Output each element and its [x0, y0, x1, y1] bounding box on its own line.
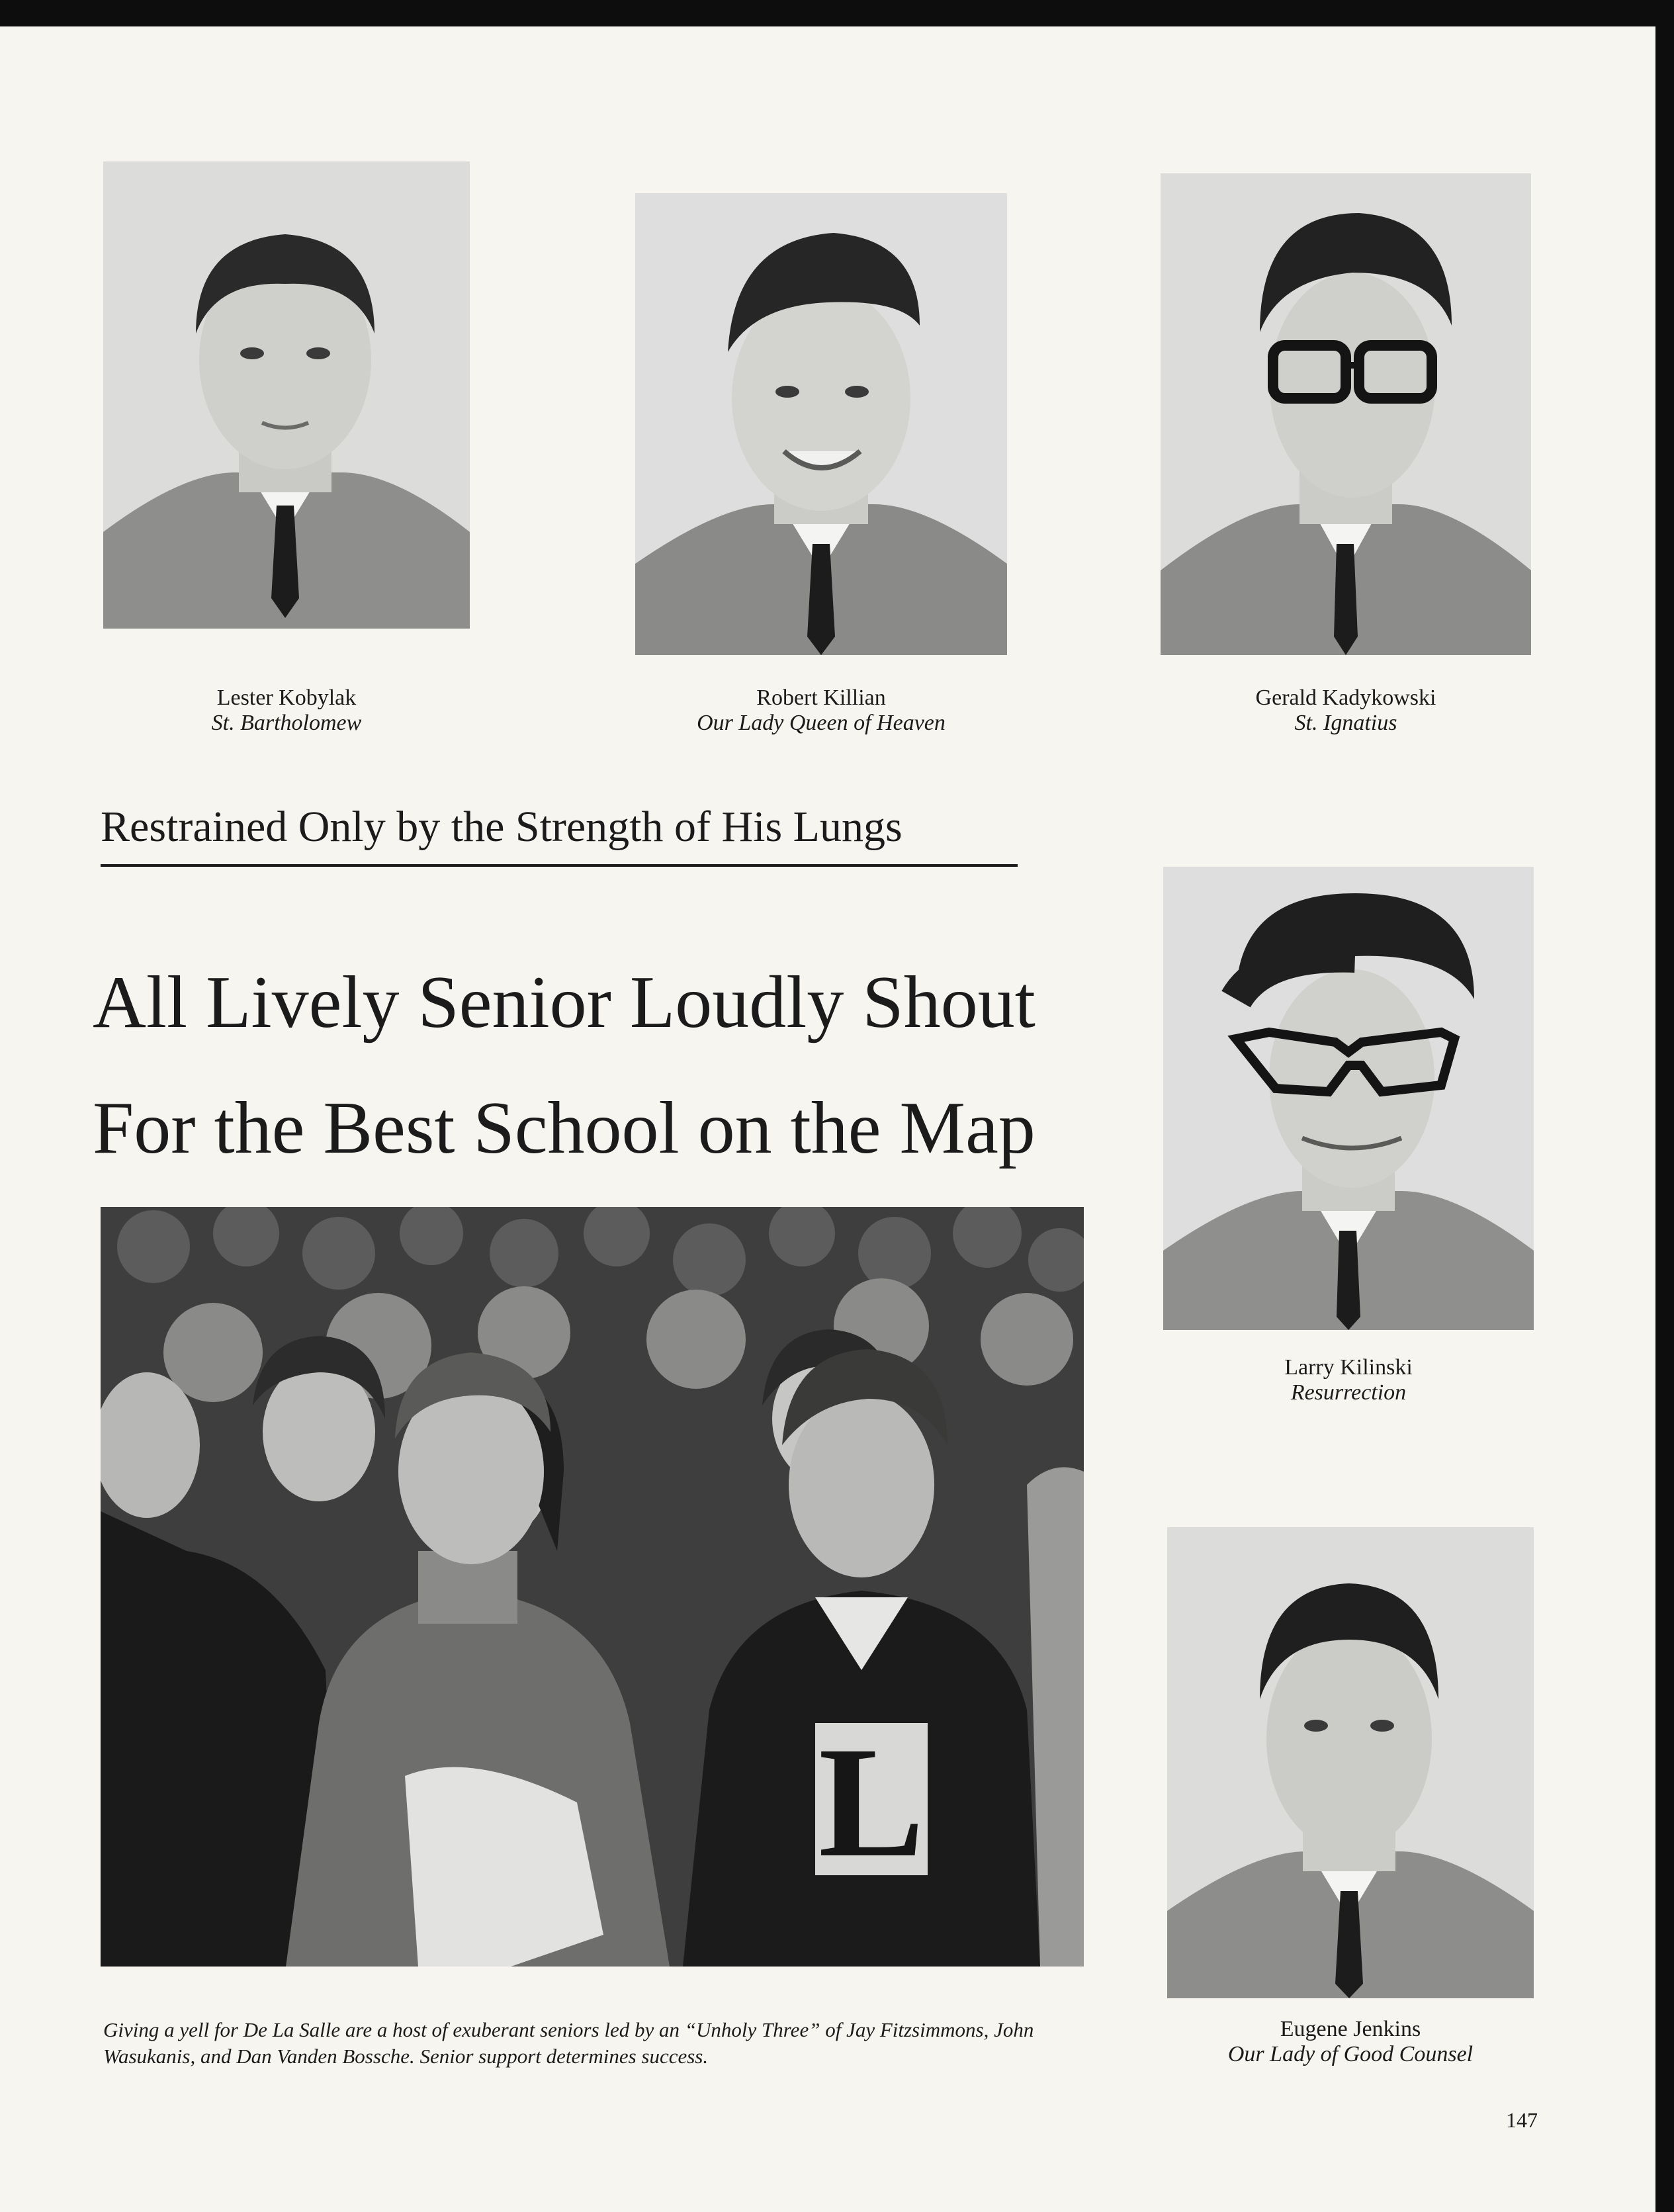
headline-line-1: All Lively Senior Loudly Shout: [93, 961, 1035, 1043]
crowd-photo: [101, 1207, 1084, 1967]
student-parish: Our Lady of Good Counsel: [1227, 2042, 1474, 2066]
portrait-caption-kilinski: [1163, 1355, 1534, 1405]
crowd-photo-caption: Giving a yell for De La Salle are a host of exuberant seniors led by an “Unholy Three” of Jay Fitzsimmons, John Wasukanis, and Dan Vanden Bossche. Senior support determines success.: [103, 2018, 1034, 2068]
student-parish: Our Lady Queen of Heaven: [697, 711, 946, 735]
student-name: Gerald Kadykowski: [1255, 686, 1436, 710]
portrait-caption-killian: [635, 686, 1007, 736]
portrait-photo-jenkins: [1167, 1527, 1534, 1998]
yearbook-page: [0, 26, 1655, 2212]
kicker-underline: [101, 864, 1018, 867]
headline-line-2: For the Best School on the Map: [93, 1087, 1035, 1169]
student-parish: St. Bartholomew: [211, 711, 362, 735]
portrait-photo-kobylak: [103, 161, 470, 629]
portrait-photo-kadykowski: [1161, 173, 1531, 655]
portrait-photo-killian: [635, 193, 1007, 655]
sweater-letter: L: [818, 1714, 925, 1890]
page-number: 147: [1506, 2108, 1538, 2132]
student-name: Eugene Jenkins: [1280, 2017, 1421, 2041]
portrait-photo-kilinski: [1163, 867, 1534, 1330]
portrait-caption-jenkins: [1167, 2017, 1534, 2067]
student-parish: St. Ignatius: [1294, 711, 1397, 735]
student-name: Larry Kilinski: [1284, 1355, 1413, 1380]
portrait-caption-kobylak: [103, 686, 470, 736]
student-name: Lester Kobylak: [216, 686, 357, 710]
portrait-caption-kadykowski: [1161, 686, 1531, 736]
article-kicker: Restrained Only by the Strength of His Lungs: [101, 803, 903, 851]
student-parish: Resurrection: [1290, 1380, 1407, 1405]
student-name: Robert Killian: [756, 686, 886, 710]
article-headline: [93, 940, 1125, 1191]
